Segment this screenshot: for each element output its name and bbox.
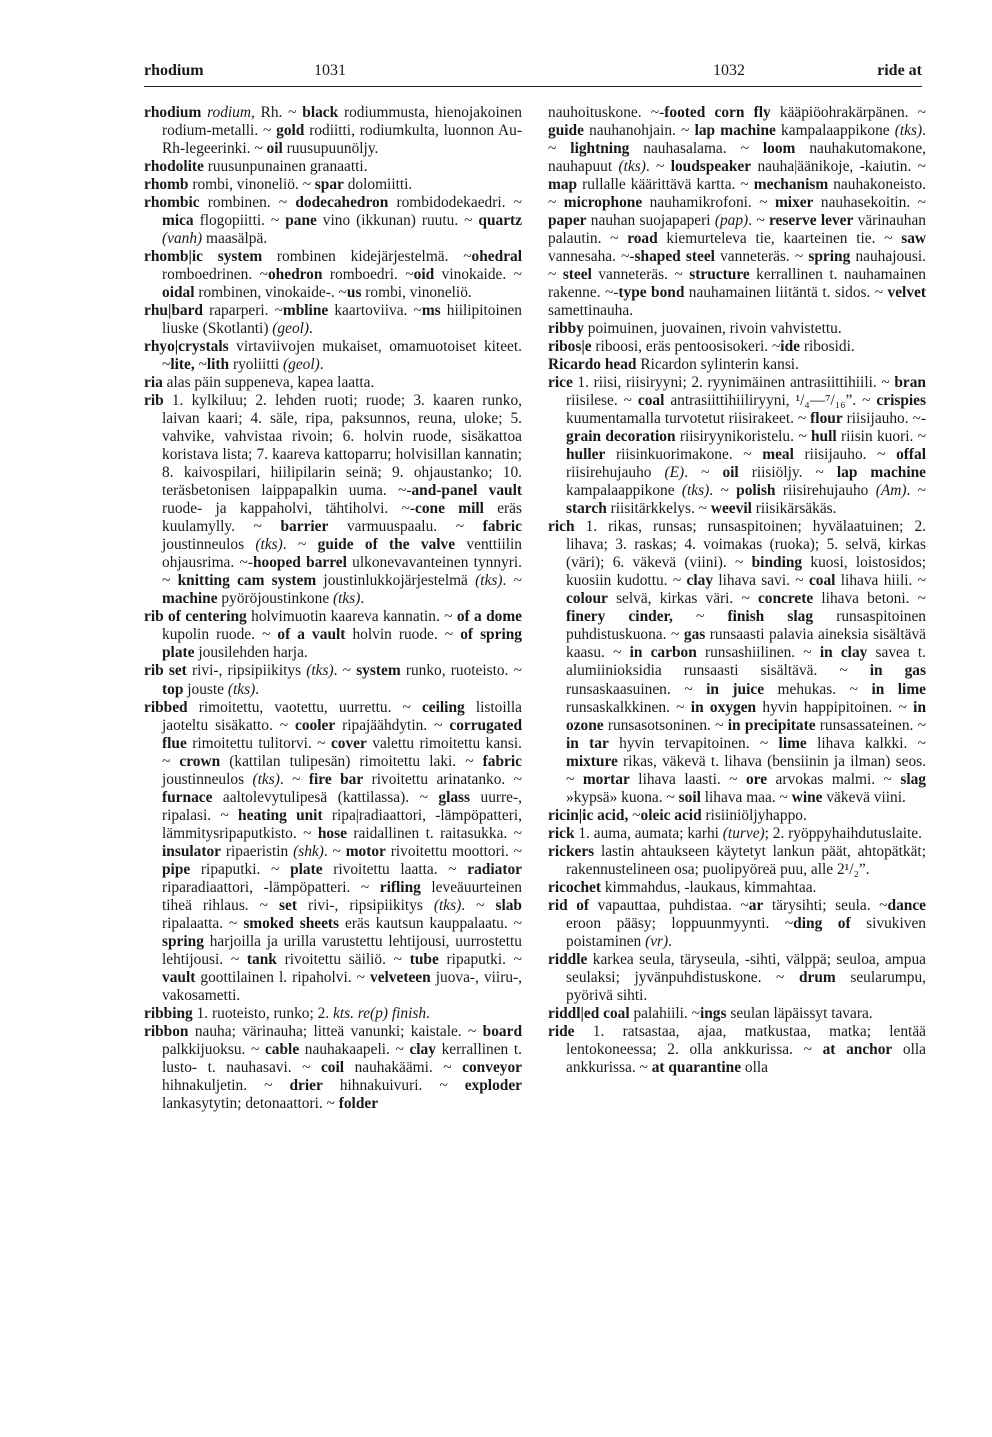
dictionary-entry	[144, 338, 522, 374]
entry-definition: Ricardon sylinterin kansi.	[636, 356, 799, 374]
entry-headword: rhodium	[144, 104, 202, 121]
entry-headword: rice	[548, 374, 573, 392]
dictionary-entry	[144, 194, 522, 248]
entry-definition: 1. ruoteisto, runko; 2. kts. re(p) finish.	[192, 1004, 430, 1022]
guideword-right: ride at	[877, 62, 922, 79]
dictionary-entry	[144, 158, 522, 176]
dictionary-entry	[144, 302, 522, 338]
entry-headword: rhodolite	[144, 158, 204, 176]
entry-headword: ribbing	[144, 1004, 193, 1022]
entry-definition: 1. ratsastaa, ajaa, matkustaa, matka; lentää lentokoneessa; 2. olla ankkurissa. ~ at anchor olla ankkurissa. ~ at quarantine olla	[566, 1022, 926, 1076]
dictionary-entry	[144, 248, 522, 302]
dictionary-entry	[548, 825, 926, 843]
header-rule	[144, 86, 922, 87]
page-number-left: 1031	[314, 62, 346, 79]
dictionary-entry	[144, 374, 522, 392]
entry-definition: rodium, Rh. ~ black rodiummusta, hienojakoinen rodium-metalli. ~ gold rodiitti, rodiumkulta, luonnon Au-Rh-legeerinki. ~ oil ruusupuunöljy.	[162, 104, 522, 158]
entry-definition: rimoitettu, vaotettu, uurrettu. ~ ceiling listoilla jaoteltu sisäkatto. ~ cooler ripajäähdytin. ~ corrugated flue rimoitettu tulitorvi. ~ cover valettu rimoitettu kansi. ~ crown (kattilan tulipesän) rimoitettu laki. ~ fabric joustinneulos (tks). ~ fire bar rivoitettu arinatanko. ~ furnace aaltolevytulipesä (kattilassa). ~ glass uurre-, ripalasi. ~ heating unit ripa|radiaattori, -lämpöpatteri, lämmitysripaputkisto. ~ hose raidallinen t. raitasukka. ~ insulator ripaeristin (shk). ~ motor rivoitettu moottori. ~ pipe ripaputki. ~ plate rivoitettu laatta. ~ radiator riparadiaattori, -lämpöpatteri. ~ rifling leveäuurteinen tiheä rihlaus. ~ set rivi-, ripsipiikitys (tks). ~ slab ripalaatta. ~ smoked sheets eräs kautsun kauppalaatu. ~ spring harjoilla ja urilla varustettu lehtijousi, uurrostettu lehtijousi. ~ tank rivoitettu säiliö. ~ tube ripaputki. ~ vault goottilainen l. ripaholvi. ~ velveteen juova-, viiru-, vakosametti.	[162, 698, 523, 1004]
dictionary-entry	[548, 879, 926, 897]
entry-headword: ribbon	[144, 1022, 189, 1040]
page-number-right: 1032	[713, 62, 745, 79]
entry-definition: raparperi. ~mbline kaartoviiva. ~ms hiilipitoinen liuske (Skotlanti) (geol).	[162, 302, 522, 338]
dictionary-entry	[548, 951, 926, 1005]
entry-headword: Ricardo head	[548, 356, 637, 374]
entry-definition: virtaviivojen mukaiset, omamuotoiset kiteet. ~lite, ~lith ryoliitti (geol).	[162, 338, 522, 374]
entry-definition: karkea seula, täryseula, -sihti, välppä; seuloa, ampua seulaksi; jyvänpuhdistuskone. ~ drum seularumpu, pyörivä sihti.	[566, 950, 926, 1004]
dictionary-entry	[144, 1005, 522, 1023]
entry-definition: ruusunpunainen granaatti.	[203, 158, 368, 176]
entry-headword: riddl|ed coal	[548, 1004, 630, 1022]
entry-headword: rick	[548, 824, 575, 842]
entry-headword: rib set	[144, 662, 187, 680]
dictionary-entry	[548, 897, 926, 951]
dictionary-entry	[548, 374, 926, 518]
dictionary-entry	[144, 662, 522, 698]
dictionary-entry	[548, 843, 926, 879]
dictionary-entry	[144, 699, 522, 1005]
dictionary-entry	[144, 392, 522, 608]
left-column	[144, 104, 522, 1113]
dictionary-entry	[548, 1005, 926, 1023]
dictionary-entry	[548, 338, 926, 356]
entry-headword: ribby	[548, 320, 584, 338]
entry-definition: palahiili. ~ings seulan läpäissyt tavara.	[629, 1004, 873, 1022]
entry-headword: rid of	[548, 896, 590, 914]
dictionary-entry	[144, 1023, 522, 1113]
entry-headword: rhomb	[144, 176, 189, 194]
entry-definition: nauha; värinauha; litteä vanunki; kaistale. ~ board palkkijuoksu. ~ cable nauhakaapeli. ~ clay kerrallinen t. lusto- t. nauhasavi. ~ coil nauhakäämi. ~ conveyor hihnakuljetin. ~ drier hihnakuivuri. ~ exploder lankasytytin; detonaattori. ~ folder	[162, 1022, 522, 1112]
entry-definition: rombinen kidejärjestelmä. ~ohedral romboedrinen. ~ohedron romboedri. ~oid vinokaide. ~ oidal rombinen, vinokaide-. ~us rombi, vinoneliö.	[162, 248, 523, 302]
dictionary-entry	[144, 176, 522, 194]
entry-definition: lastin ahtaukseen käytetyt lankun päät, ahtopätkät; rakennustelineen osa; puolipyöreä puu, alle 2¹/₂”.	[566, 842, 926, 878]
dictionary-entry	[548, 807, 926, 825]
entry-definition: riboosi, eräs pentoosisokeri. ~ide ribosidi.	[591, 338, 855, 356]
entry-headword: ribos|e	[548, 338, 592, 356]
entry-headword: rich	[548, 518, 575, 536]
entry-definition: vapauttaa, puhdistaa. ~ar tärysihti; seula. ~dance eroon pääsy; loppuunmyynti. ~ding of sivukiven poistaminen (vr).	[566, 896, 926, 950]
entry-definition: 1. riisi, riisiryyni; 2. ryynimäinen antrasiittihiili. ~ bran riisilese. ~ coal antrasiittihiiliryyni, ¹/₄—⁷/₁₆”. ~ crispies kuumentamalla turvotetut riisirakeet. ~ flour riisijauho. ~-grain decoration riisiryynikoristelu. ~ hull riisin kuori. ~ huller riisinkuorimakone. ~ meal riisijauho. ~ offal riisirehujauho (E). ~ oil riisiöljy. ~ lap machine kampalaappikone (tks). ~ polish riisirehujauho (Am). ~ starch riisitärkkelys. ~ weevil riisikärsäkäs.	[566, 374, 926, 518]
entry-headword: rib	[144, 392, 164, 410]
entry-headword: ricin|ic acid,	[548, 806, 629, 824]
entry-headword: ribbed	[144, 698, 188, 716]
entry-headword: ricochet	[548, 878, 601, 896]
entry-definition: ~oleic acid risiiniöljyhappo.	[628, 806, 807, 824]
entry-headword: ride	[548, 1022, 575, 1040]
dictionary-entry	[144, 608, 522, 662]
entry-definition: 1. auma, aumata; karhi (turve); 2. ryöppyhaihdutuslaite.	[574, 824, 922, 842]
entry-definition: 1. kylkiluu; 2. lehden ruoti; ruode; 3. kaaren runko, laivan kaari; 4. säle, ripa, paksunnos, reuna, uloke; 5. vahvike, vahvistaa rivoin; 6. holvin ruode, sisäkattoa koristava lista; 7. kaareva kattoparru; holvisillan kannatin; 8. kaivospilari, hiilipilarin seinä; 9. ohjaustanko; 10. teräsbetonisen laippapalkin uuma. ~-and-panel vault ruode- ja kappaholvi, tähtiholvi. ~-cone mill eräs kuulamylly. ~ barrier varmuuspaalu. ~ fabric joustinneulos (tks). ~ guide of the valve venttiilin ohjausrima. ~-hooped barrel ulkonevavanteinen tynnyri. ~ knitting cam system joustinlukkojärjestelmä (tks). ~ machine pyöröjoustinkone (tks).	[162, 392, 523, 608]
entry-headword: ria	[144, 374, 163, 392]
entry-definition: rivi-, ripsipiikitys (tks). ~ system runko, ruoteisto. ~ top jouste (tks).	[162, 662, 522, 698]
dictionary-entry	[548, 1023, 926, 1077]
entry-definition: alas päin suppeneva, kapea laatta.	[162, 374, 375, 392]
entry-headword: rhomb|ic system	[144, 248, 263, 266]
entry-headword: riddle	[548, 950, 588, 968]
entry-definition: kimmahdus, -laukaus, kimmahtaa.	[600, 878, 817, 896]
entry-headword: rickers	[548, 842, 595, 860]
right-column	[548, 104, 926, 1077]
dictionary-entry	[548, 320, 926, 338]
entry-headword: rhombic	[144, 194, 200, 212]
guideword-left: rhodium	[144, 62, 204, 79]
entry-definition: rombinen. ~ dodecahedron rombidodekaedri. ~ mica flogopiitti. ~ pane vino (ikkunan) ruutu. ~ quartz (vanh) maasälpä.	[162, 194, 522, 248]
dictionary-entry	[548, 104, 926, 320]
entry-definition: poimuinen, juovainen, rivoin vahvistettu.	[583, 320, 842, 338]
entry-definition: rombi, vinoneliö. ~ spar dolomiitti.	[188, 176, 413, 194]
dictionary-entry	[548, 518, 926, 806]
dictionary-entry	[144, 104, 522, 158]
entry-headword: rhu|bard	[144, 302, 203, 320]
dictionary-entry	[548, 356, 926, 374]
entry-definition: 1. rikas, runsas; runsaspitoinen; hyvälaatuinen; 2. lihava; 3. raskas; 4. voimakas (ruoka); 5. selvä, kirkas (väri); 6. väkevä (viini). ~ binding kuosi, loistosidos; kuosiin kudottu. ~ clay lihava savi. ~ coal lihava hiili. ~ colour selvä, kirkas väri. ~ concrete lihava betoni. ~ finery cinder, ~ finish slag runsaspitoinen puhdistuskuona. ~ gas runsaasti palavia aineksia sisältävä kaasu. ~ in carbon runsashiilinen. ~ in clay savea t. alumiinioksidia runsaasti sisältävä. ~ in gas runsaskaasuinen. ~ in juice mehukas. ~ in lime runsaskalkkinen. ~ in oxygen hyvin happipitoinen. ~ in ozone runsasotsoninen. ~ in precipitate runsassateinen. ~ in tar hyvin tervapitoinen. ~ lime lihava kalkki. ~ mixture rikas, väkevä t. lihava (bensiinin ja ilman) seos. ~ mortar lihava laasti. ~ ore arvokas malmi. ~ slag »kypsä» kuona. ~ soil lihava maa. ~ wine väkevä viini.	[566, 518, 927, 806]
entry-headword: rhyo|crystals	[144, 338, 229, 356]
entry-definition: nauhoituskone. ~-footed corn fly kääpiöohrakärpänen. ~ guide nauhanohjain. ~ lap machine kampalaappikone (tks). ~ lightning nauhasalama. ~ loom nauhakutomakone, nauhapuut (tks). ~ loudspeaker nauha|äänikoje, -kaiutin. ~ map rullalle käärittävä kartta. ~ mechanism nauhakoneisto. ~ microphone nauhamikrofoni. ~ mixer nauhasekoitin. ~ paper nauhan suojapaperi (pap). ~ reserve lever värinauhan palautin. ~ road kiemurteleva tie, kaarteinen tie. ~ saw vannesaha. ~-shaped steel vanneteräs. ~ spring nauhajousi. ~ steel vanneteräs. ~ structure kerrallinen t. nauhamainen rakenne. ~-type bond nauhamainen liitäntä t. sidos. ~ velvet samettinauha.	[548, 104, 927, 320]
entry-definition: holvimuotin kaareva kannatin. ~ of a dome kupolin ruode. ~ of a vault holvin ruode. ~ of spring plate jousilehden harja.	[162, 608, 522, 662]
entry-headword: rib of centering	[144, 608, 247, 626]
